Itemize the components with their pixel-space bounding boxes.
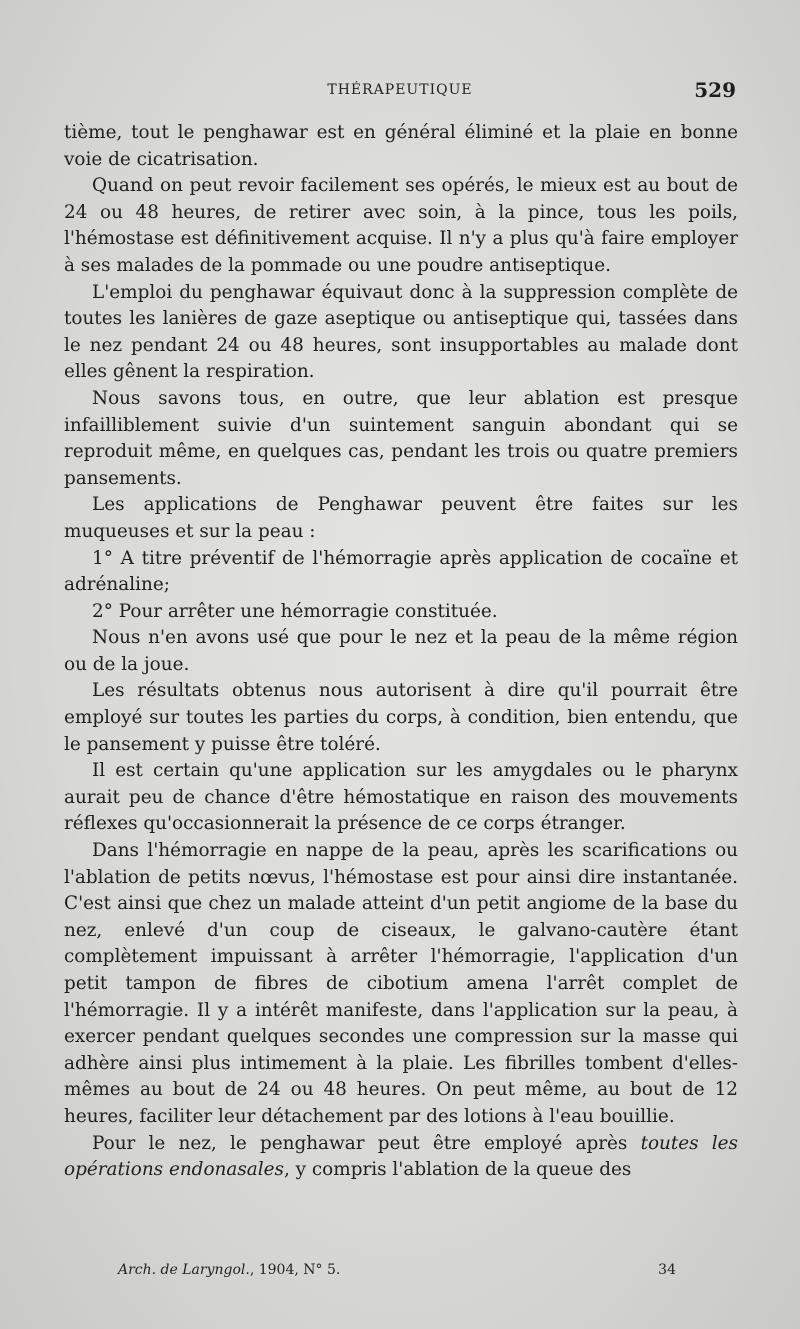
page-footer — [64, 1262, 738, 1286]
journal-title: Arch. de Laryngol. — [118, 1262, 250, 1278]
paragraph-2: L'emploi du penghawar équivaut donc à la suppression complète de toutes les lanières de gaze aseptique ou antiseptique qui, tassées dans le nez pendant 24 ou 48 heures, sont insupportables au malade dont elles gênent la respiration. — [64, 281, 738, 383]
paragraph-11-italic: toutes les opérations endonasales — [64, 1132, 738, 1181]
paragraph-7: Nous n'en avons usé que pour le nez et la peau de la même région ou de la joue. — [64, 627, 738, 675]
paragraph-1: Quand on peut revoir facilement ses opérés, le mieux est au bout de 24 ou 48 heures, de retirer avec soin, à la pince, tous les poils, l'hémostase est définitivement acquise. Il n'y a plus qu'à faire employer à ses malades de la pommade ou une poudre antiseptique. — [64, 175, 738, 276]
running-title: THÉRAPEUTIQUE — [327, 82, 473, 98]
signature-mark: 34 — [658, 1262, 676, 1278]
paragraph-11-before: Pour le nez, le penghawar peut être employé après — [92, 1132, 641, 1154]
paragraph-9: Il est certain qu'une application sur les amygdales ou le pharynx aurait peu de chance d'être hémostatique en raison des mouvements réflexes qu'occasionnerait la présence de ce corps étranger. — [64, 760, 738, 835]
paragraph-11 — [64, 1131, 738, 1184]
paragraph-3: Nous savons tous, en outre, que leur ablation est presque infailliblement suivie d'un suintement sanguin abondant qui se reproduit même, en quelques cas, pendant les trois ou quatre premiers pansements. — [64, 387, 738, 489]
paragraph-8: Les résultats obtenus nous autorisent à dire qu'il pourrait être employé sur toutes les parties du corps, à condition, bien entendu, que le pansement y puisse être toléré. — [64, 680, 738, 755]
paragraph-6: 2° Pour arrêter une hémorragie constituée. — [92, 600, 498, 622]
body-text — [64, 120, 738, 1184]
paragraph-10: Dans l'hémorragie en nappe de la peau, après les scarifications ou l'ablation de petits nœvus, l'hémostase est pour ainsi dire instantanée. C'est ainsi que chez un malade atteint d'un petit angiome de la base du nez, enlevé d'un coup de ciseaux, le galvano-cautère étant complètement impuissant à arrêter l'hémorragie, l'application d'un petit tampon de fibres de cibotium amena l'arrêt complet de l'hémorragie. Il y a intérêt manifeste, dans l'application sur la peau, à exercer pendant quelques secondes une compression sur la masse qui adhère ainsi plus intimement à la plaie. Les fibrilles tombent d'elles-mêmes au bout de 24 ou 48 heures. On peut même, au bout de 12 heures, faciliter leur détachement par des lotions à l'eau bouillie. — [64, 840, 738, 1127]
page-header — [64, 78, 736, 108]
paragraph-11-after: , y compris l'ablation de la queue des — [283, 1159, 632, 1181]
journal-citation: , 1904, N° 5. — [249, 1262, 341, 1278]
paragraph-4: Les applications de Penghawar peuvent être faites sur les muqueuses et sur la peau : — [64, 494, 738, 542]
paragraph-5: 1° A titre préventif de l'hémorragie après application de cocaïne et adrénaline; — [64, 547, 738, 596]
journal-reference — [118, 1262, 340, 1278]
page-number: 529 — [694, 78, 736, 102]
paragraph-0: tième, tout le penghawar est en général éliminé et la plaie en bonne voie de cicatrisation. — [64, 122, 738, 170]
